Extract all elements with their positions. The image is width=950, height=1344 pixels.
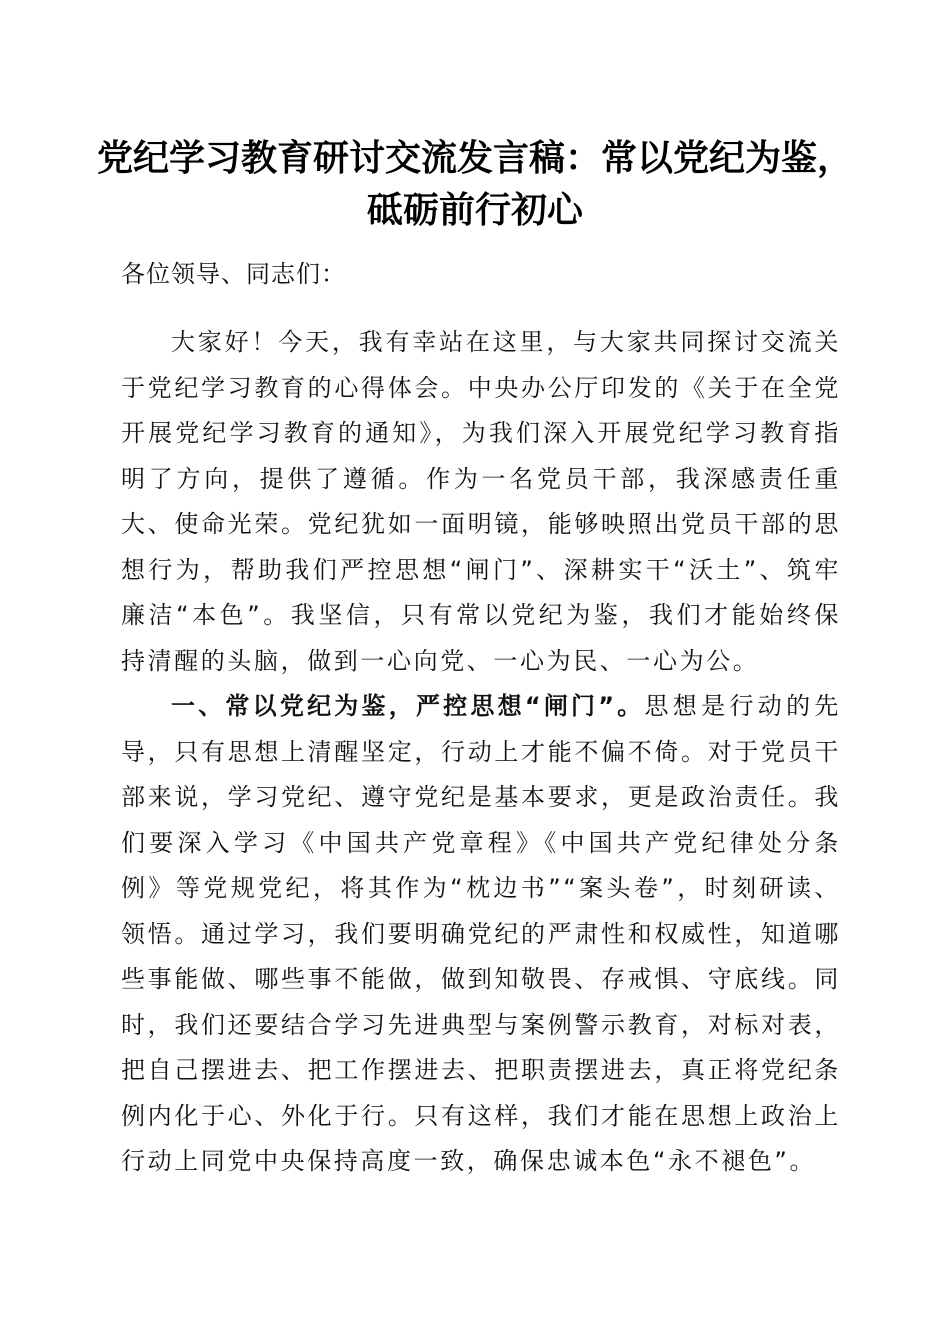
- section-one-paragraph: [121, 684, 841, 1185]
- section-one-body: 思想是行动的先导，只有思想上清醒坚定，行动上才能不偏不倚。对于党员干部来说，学习党纪、遵守党纪是基本要求，更是政治责任。我们要深入学习《中国共产党章程》《中国共产党纪律处分条例》等党规党纪，将其作为“枕边书”“案头卷”，时刻研读、领悟。通过学习，我们要明确党纪的严肃性和权威性，知道哪些事能做、哪些事不能做，做到知敬畏、存戒惧、守底线。同时，我们还要结合学习先进典型与案例警示教育，对标对表，把自己摆进去、把工作摆进去、把职责摆进去，真正将党纪条例内化于心、外化于行。只有这样，我们才能在思想上政治上行动上同党中央保持高度一致，确保忠诚本色“永不褪色”。: [121, 692, 841, 1175]
- salutation: 各位领导、同志们：: [121, 260, 346, 288]
- document-title-line2: 砥砺前行初心: [366, 189, 583, 231]
- document-title-line1: 党纪学习教育研讨交流发言稿：常以党纪为鉴，: [96, 137, 853, 179]
- opening-paragraph: 大家好！今天，我有幸站在这里，与大家共同探讨交流关于党纪学习教育的心得体会。中央办公厅印发的《关于在全党开展党纪学习教育的通知》，为我们深入开展党纪学习教育指明了方向，提供了遵循。作为一名党员干部，我深感责任重大、使命光荣。党纪犹如一面明镜，能够映照出党员干部的思想行为，帮助我们严控思想“闸门”、深耕实干“沃土”、筑牢廉洁“本色”。我坚信，只有常以党纪为鉴，我们才能始终保持清醒的头脑，做到一心向党、一心为民、一心为公。: [121, 328, 841, 675]
- section-one-heading: 一、常以党纪为鉴，严控思想“闸门”。: [171, 692, 645, 720]
